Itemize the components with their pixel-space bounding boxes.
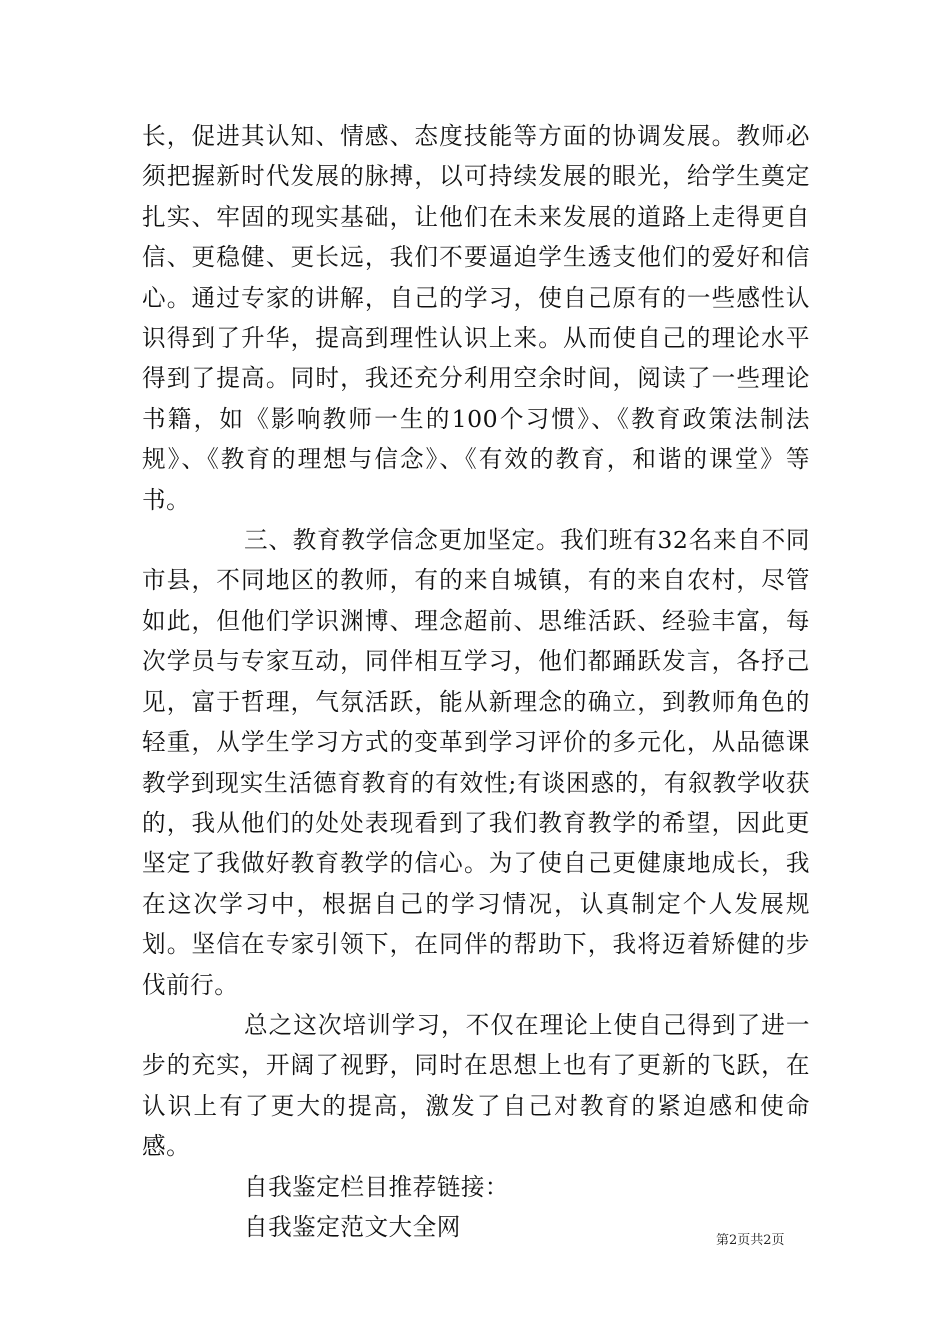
recommend-links-label: 自我鉴定栏目推荐链接：	[244, 1172, 510, 1201]
page-number-footer: 第2页共2页	[716, 1233, 785, 1248]
paragraph-summary: 总之这次培训学习，不仅在理论上使自己得到了进一步的充实，开阔了视野，同时在思想上也有了更新的飞跃，在认识上有了更大的提高，激发了自己对教育的紧迫感和使命感。	[142, 1010, 810, 1161]
paragraph-section-three: 三、教育教学信念更加坚定。我们班有32名来自不同市县，不同地区的教师，有的来自城镇，有的来自农村，尽管如此，但他们学识渊博、理念超前、思维活跃、经验丰富，每次学员与专家互动，同伴相互学习，他们都踊跃发言，各抒己见，富于哲理，气氛活跃，能从新理念的确立，到教师角色的轻重，从学生学习方式的变革到学习评价的多元化，从品德课教学到现实生活德育教育的有效性;有谈困惑的，有叙教学收获的，我从他们的处处表现看到了我们教育教学的希望，因此更坚定了我做好教育教学的信心。为了使自己更健康地成长，我在这次学习中，根据自己的学习情况，认真制定个人发展规划。坚信在专家引领下，在同伴的帮助下，我将迈着矫健的步伐前行。	[142, 526, 810, 999]
document-body	[142, 116, 810, 1247]
paragraph-continuation: 长，促进其认知、情感、态度技能等方面的协调发展。教师必须把握新时代发展的脉搏，以可持续发展的眼光，给学生奠定扎实、牢固的现实基础，让他们在未来发展的道路上走得更自信、更稳健、更长远，我们不要逼迫学生透支他们的爱好和信心。通过专家的讲解，自己的学习，使自己原有的一些感性认识得到了升华，提高到理性认识上来。从而使自己的理论水平得到了提高。同时，我还充分利用空余时间，阅读了一些理论书籍，如《影响教师一生的100个习惯》、《教育政策法制法规》、《教育的理想与信念》、《有效的教育，和谐的课堂》等书。	[142, 122, 810, 514]
recommend-link[interactable]: 自我鉴定范文大全网	[244, 1212, 461, 1241]
